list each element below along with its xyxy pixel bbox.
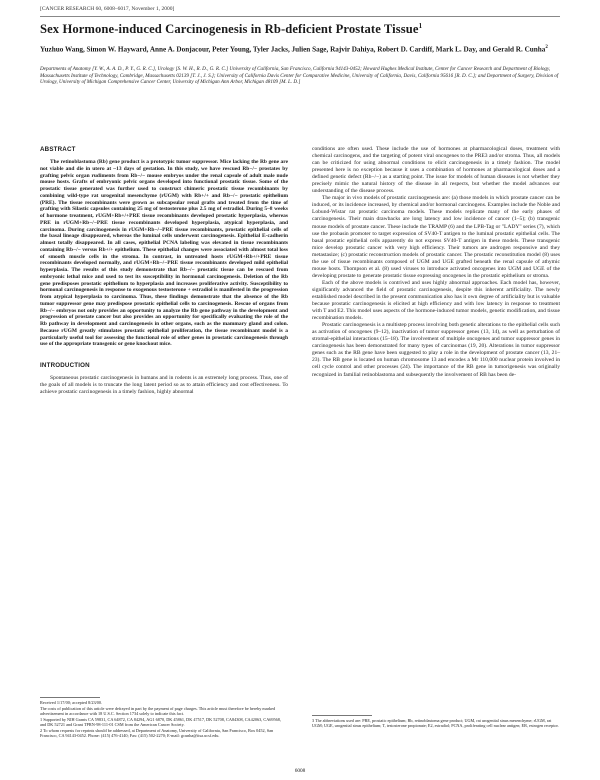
abstract-heading: ABSTRACT: [40, 146, 76, 153]
journal-citation: [CANCER RESEARCH 60, 6008–6017, November 1, 2000]: [40, 6, 175, 12]
right-column: [312, 146, 560, 379]
title-text: Sex Hormone-induced Carcinogenesis in Rb-deficient Prostate Tissue: [40, 22, 419, 37]
footnote-rule-right: [312, 715, 372, 716]
introduction-text: Spontaneous prostatic carcinogenesis in humans and in rodents is an extremely long process. Thus, one of the goals of all models is to truncate the long latent period so as to attain efficiency and cost effectiveness. To achieve prostatic carcinogenesis in a timely fashion, highly abnormal: [40, 375, 288, 396]
introduction-heading: INTRODUCTION: [40, 362, 90, 370]
body-paragraph-4: Prostatic carcinogenesis is a multistep process involving both genetic alterations to the epithelial cells such as activation of oncogenes (9–12), inactivation of tumor suppressor genes (13, 14), as well as perturbation of stromal-epithelial interactions (15–18). The involvement of multiple oncogenes and tumor suppressor genes in carcinogenesis has been demonstrated for many types of carcinomas (19, 20). Alterations in tumor suppressor genes such as the RB gene have been suggested to play a role in the development of prostate cancer (13, 21–23). The RB gene is located on human chromosome 13 and encodes a Mr 110,000 nuclear protein involved in cell cycle control and other processes (24). The importance of the RB gene in tumorigenesis was originally recognized in familial retinoblastoma and subsequently the involvement of RB has been de-: [312, 322, 560, 378]
author-names: Yuzhuo Wang, Simon W. Hayward, Anne A. Donjacour, Peter Young, Tyler Jacks, Julien Sage, Rajvir Dahiya, Robert D. Cardiff, Mark L. Day, and Gerald R. Cunha: [40, 45, 546, 54]
header-rule: [40, 16, 560, 17]
author-list: [40, 43, 560, 55]
footnote-3: 3 The abbreviations used are: PRE, prostatic epithelium; Rb, retinoblastoma gene product; UGM, rat urogenital sinus mesenchyme; rUGM, rat UGM; UGE, urogenital sinus epithelium; T, testosterone propionate; E2, estradiol; PCNA, proliferating cell nuclear antigen; ER, estrogen receptor.: [312, 718, 559, 729]
footnote-rule-left: [40, 697, 100, 698]
article-title: [40, 22, 422, 37]
author-footnote-mark: 2: [545, 45, 548, 50]
title-footnote-mark: 1: [418, 22, 423, 30]
publication-costs-note: The costs of publication of this article were defrayed in part by the payment of page charges. This article must therefore be hereby marked advertisement in accordance with 18 U.S.C. Section 1734 solely to indicate this fact.: [40, 705, 276, 716]
body-paragraph-1: conditions are often used. These include the use of hormones at pharmacological doses, treatment with chemical carcinogens, and the targeting of potent viral oncogenes to the PRE3 and/or stroma. Thus, all models can be criticized for using abnormal conditions to elicit carcinogenesis in a timely fashion. The model presented here is no exception because it uses a combination of hormones at pharmacological doses and a defined genetic defect (Rb−/−) as a starting point. The issue for models of human diseases is not whether they precisely mimic the natural history of the disease in all respects, but whether the model advances our understanding of the disease process.: [312, 146, 560, 195]
page-number: 6008: [294, 768, 306, 774]
footnotes-left: [40, 700, 288, 738]
affiliations: Departments of Anatomy [Y. W., A. A. D., P. Y., G. R. C.], Urology [S. W. H., R. D., G. R. C.] University of California, San Francisco, California 94143-0452; Howard Hughes Medical Institute, Center for Cancer Research and Department of Biology, Massachusetts Institute of Technology, Cambridge, Massachusetts 02139 [T. J., J. S.]; University of California Davis Center for Comparative Medicine, University of California, Davis, California 95616 [R. D. C.]; and Department of Surgery, Division of Urology, University of Michigan Comprehensive Cancer Center, University of Michigan Ann Arbor, Michigan 48109 [M. L. D.]: [40, 66, 559, 86]
body-paragraph-2: The major in vivo models of prostatic carcinogenesis are: (a) those models in which prostate cancer can be induced, or its incidence increased, by chemical and/or hormonal carcinogens. Examples include the Noble and Lobund-Wistar rat prostatic carcinoma models. These models replicate many of the early phases of carcinogenesis. Their main drawbacks are long latency and low incidence of cancer (1–5); (b) transgenic mouse models of prostate cancer. These include the TRAMP (6) and the LPB-Tag or "LADY" series (7), which use the probasin promoter to target expression of SV40-T antigen to the luminal prostatic epithelial cells. The basal prostatic epithelial cells apparently do not express SV40-T antigen in these models. These transgenic mice develop prostatic cancer with very high efficiency. Their tumors are androgen responsive and they metastasize; (c) prostatic reconstruction models of prostatic cancer. The prostatic reconstitution model (8) uses the use of tissue recombinants composed of UGM and UGE grafted beneath the renal capsule of athymic mouse hosts. Thompson et al. (8) used viruses to introduce activated oncogenes into UGM and UGE of the developing prostate to generate prostatic tissue expressing oncogenes in the prostatic epithelium or stroma.: [312, 195, 560, 279]
abstract-text: The retinoblastoma (Rb) gene product is a prototypic tumor suppressor. Mice lacking the Rb gene are not viable and die in utero at ~13 days of gestation. In this study, we have rescued Rb−/− prostates by grafting pelvic organ rudiments from Rb−/− mouse embryos under the renal capsule of adult male nude mouse hosts. Grafts of embryonic pelvic organs developed into functional prostatic tissue. Some of the prostatic tissue generated was further used to construct chimeric prostatic tissue recombinants by combining wild-type rat urogenital mesenchyme (rUGM) with Rb+/+ and Rb−/− prostatic epithelium (PRE). The tissue recombinants were grown as subcapsular renal grafts and treated from the time of grafting with Silastic capsules containing 25 mg of testosterone plus 2.5 mg of estradiol. During 5–8 weeks of hormone treatment, rUGM+Rb+/+PRE tissue recombinants developed prostatic hyperplasia, whereas PRE in rUGM+Rb−/−PRE tissue recombinants developed hyperplasia, atypical hyperplasia, and carcinoma. During carcinogenesis in rUGM+Rb−/−PRE tissue recombinants, prostatic epithelial cells of the basal lineage disappeared, whereas the luminal cells underwent carcinogenesis. Epithelial E-cadherin almost totally disappeared. In all cases, epithelial PCNA labeling was elevated in tissue recombinants containing Rb−/− versus Rb+/+ epithelium. These epithelial changes were associated with almost total loss of smooth muscle cells in the stroma. In contrast, in untreated hosts rUGM+Rb+/+PRE tissue recombinants developed normally, and rUGM+Rb−/−PRE tissue recombinants developed mild epithelial hyperplasia. The results of this study demonstrate that Rb−/− prostatic tissue can be rescued from embryonic lethal mice and used to test its susceptibility in hormonal carcinogenesis. Deletion of the Rb gene predisposes prostatic epithelium to hyperplasia and increases proliferative activity. Susceptibility to hormonal carcinogenesis in response to exogenous testosterone + estradiol is manifested in the progression from atypical hyperplasia to carcinoma. Thus, these findings demonstrate that the absence of the Rb tumor suppressor gene may predispose prostatic epithelial cells to carcinogenesis. Rescue of organs from Rb−/− embryos not only provides an opportunity to analyze the Rb gene pathway in the development and progression of prostate cancer but also provides an opportunity for specifically evaluating the role of the Rb pathway in development and carcinogenesis in other organs, such as the mammary gland and colon. Because rUGM greatly stimulates prostatic epithelial proliferation, the tissue recombinant model is a particularly useful tool for assessing the functional role of other genes in prostatic carcinogenesis through use of the appropriate transgenic or gene knockout mice.: [40, 159, 288, 348]
received-dates: Received 1/17/00; accepted 8/23/00.: [40, 700, 103, 705]
footnote-2: 2 To whom requests for reprints should be addressed, at Department of Anatomy, University of California, San Francisco, Box 0452, San Francisco, CA 94143-0452. Phone: (415) 476-4140; Fax: (415) 502-2270; E-mail: gcunha@itsa.ucsf.edu.: [40, 727, 274, 738]
left-column: [40, 146, 288, 396]
body-paragraph-3: Each of the above models is contrived and uses highly abnormal approaches. Each model has, however, significantly advanced the field of prostatic carcinogenesis, despite this inherent artificiality. The newly established model described in the present communication also has it own degree of artificiality but is valuable because prostatic carcinogenesis is elicited at high efficiency and with low latency in response to treatment with T and E2. This model uses aspects of the hormone-induced tumor models, genetic modification, and tissue recombination models.: [312, 279, 560, 322]
footnote-1: 1 Supported by NIH Grants CA 59831, CA 64872, CA 84294, AG1 6870, DK 45861, DK 47517, DK 52708, CA84308, CA42063, CA69568, and DK 52721 and Grant TPRN-98-111-01 CSM from the American Cancer Society.: [40, 716, 281, 727]
